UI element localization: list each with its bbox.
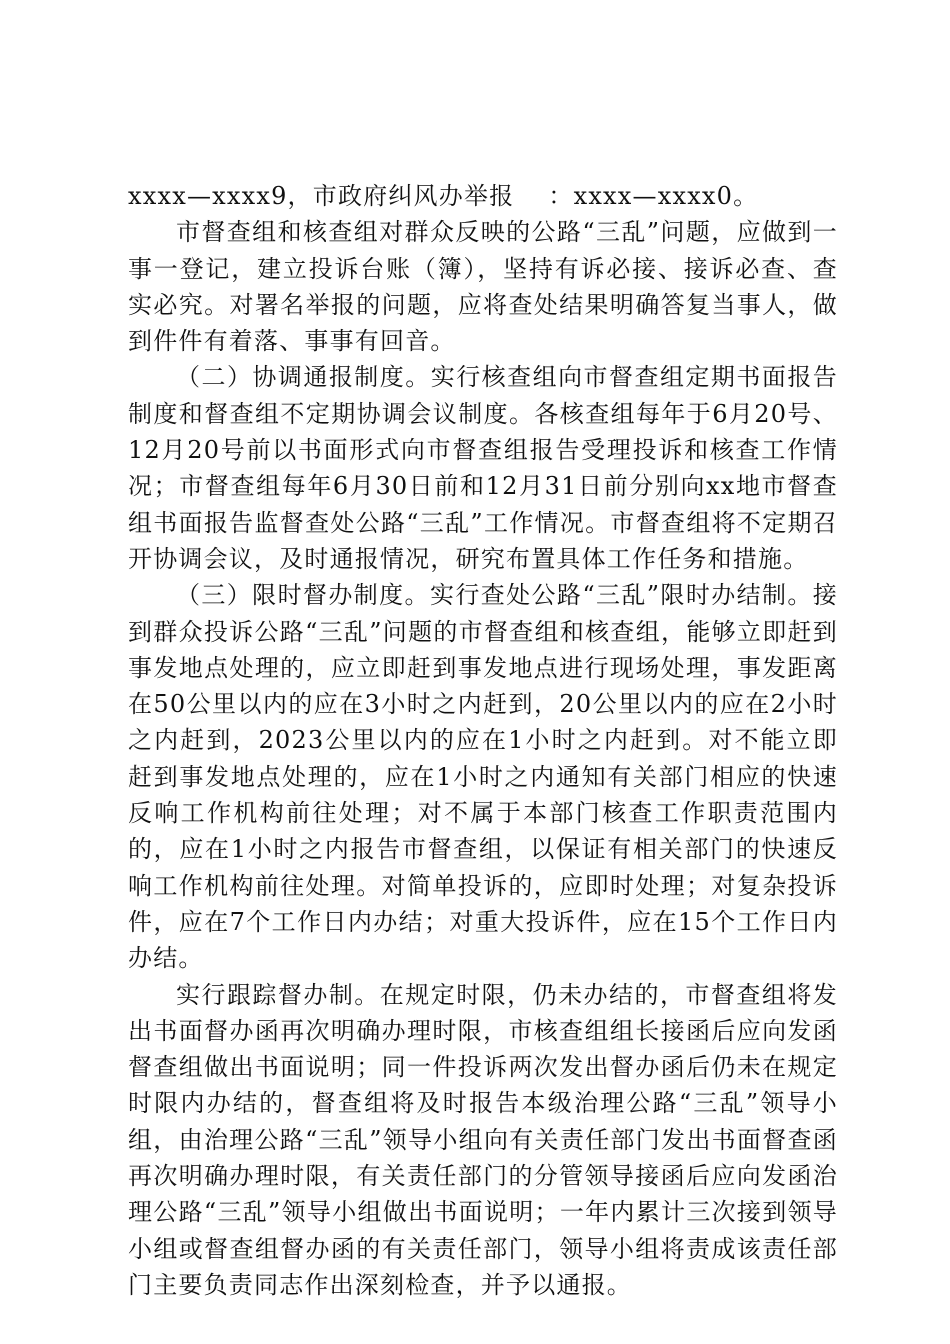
paragraph-coordination-reporting: （二）协调通报制度。实行核查组向市督查组定期书面报告制度和督查组不定期协调会议制度。各核查组每年于6月20号、12月20号前以书面形式向市督查组报告受理投诉和核查工作情况；市督查组每年6月30日前和12月31日前分别向xx地市督查组书面报告监督查处公路“三乱”工作情况。市督查组将不定期召开协调会议，及时通报情况，研究布置具体工作任务和措施。: [128, 363, 838, 573]
paragraph-time-limit-supervision: （三）限时督办制度。实行查处公路“三乱”限时办结制。接到群众投诉公路“三乱”问题的市督查组和核查组，能够立即赶到事发地点处理的，应立即赶到事发地点进行现场处理，事发距离在50公里以内的应在3小时之内赶到，20公里以内的应在2小时之内赶到，2023公里以内的应在1小时之内赶到。对不能立即赶到事发地点处理的，应在1小时之内通知有关部门相应的快速反响工作机构前往处理；对不属于本部门核查工作职责范围内的，应在1小时之内报告市督查组，以保证有相关部门的快速反响工作机构前往处理。对简单投诉的，应即时处理；对复杂投诉件，应在7个工作日内办结；对重大投诉件，应在15个工作日内办结。: [128, 581, 838, 973]
paragraph-contact-line: xxxx—xxxx9，市政府纠风办举报 ：xxxx—xxxx0。: [128, 182, 759, 210]
document-body: [128, 178, 838, 1303]
paragraph-tracking-supervision: 实行跟踪督办制。在规定时限，仍未办结的，市督查组将发出书面督办函再次明确办理时限，市核查组组长接函后应向发函督查组做出书面说明；同一件投诉两次发出督办函后仍未在规定时限内办结的，督查组将及时报告本级治理公路“三乱”领导小组，由治理公路“三乱”领导小组向有关责任部门发出书面督查函再次明确办理时限，有关责任部门的分管领导接函后应向发函治理公路“三乱”领导小组做出书面说明；一年内累计三次接到领导小组或督查组督办函的有关责任部门，领导小组将责成该责任部门主要负责同志作出深刻检查，并予以通报。: [128, 980, 838, 1299]
paragraph-complaint-registration: 市督查组和核查组对群众反映的公路“三乱”问题，应做到一事一登记，建立投诉台账（簿），坚持有诉必接、接诉必查、查实必究。对署名举报的问题，应将查处结果明确答复当事人，做到件件有着落、事事有回音。: [128, 218, 838, 356]
